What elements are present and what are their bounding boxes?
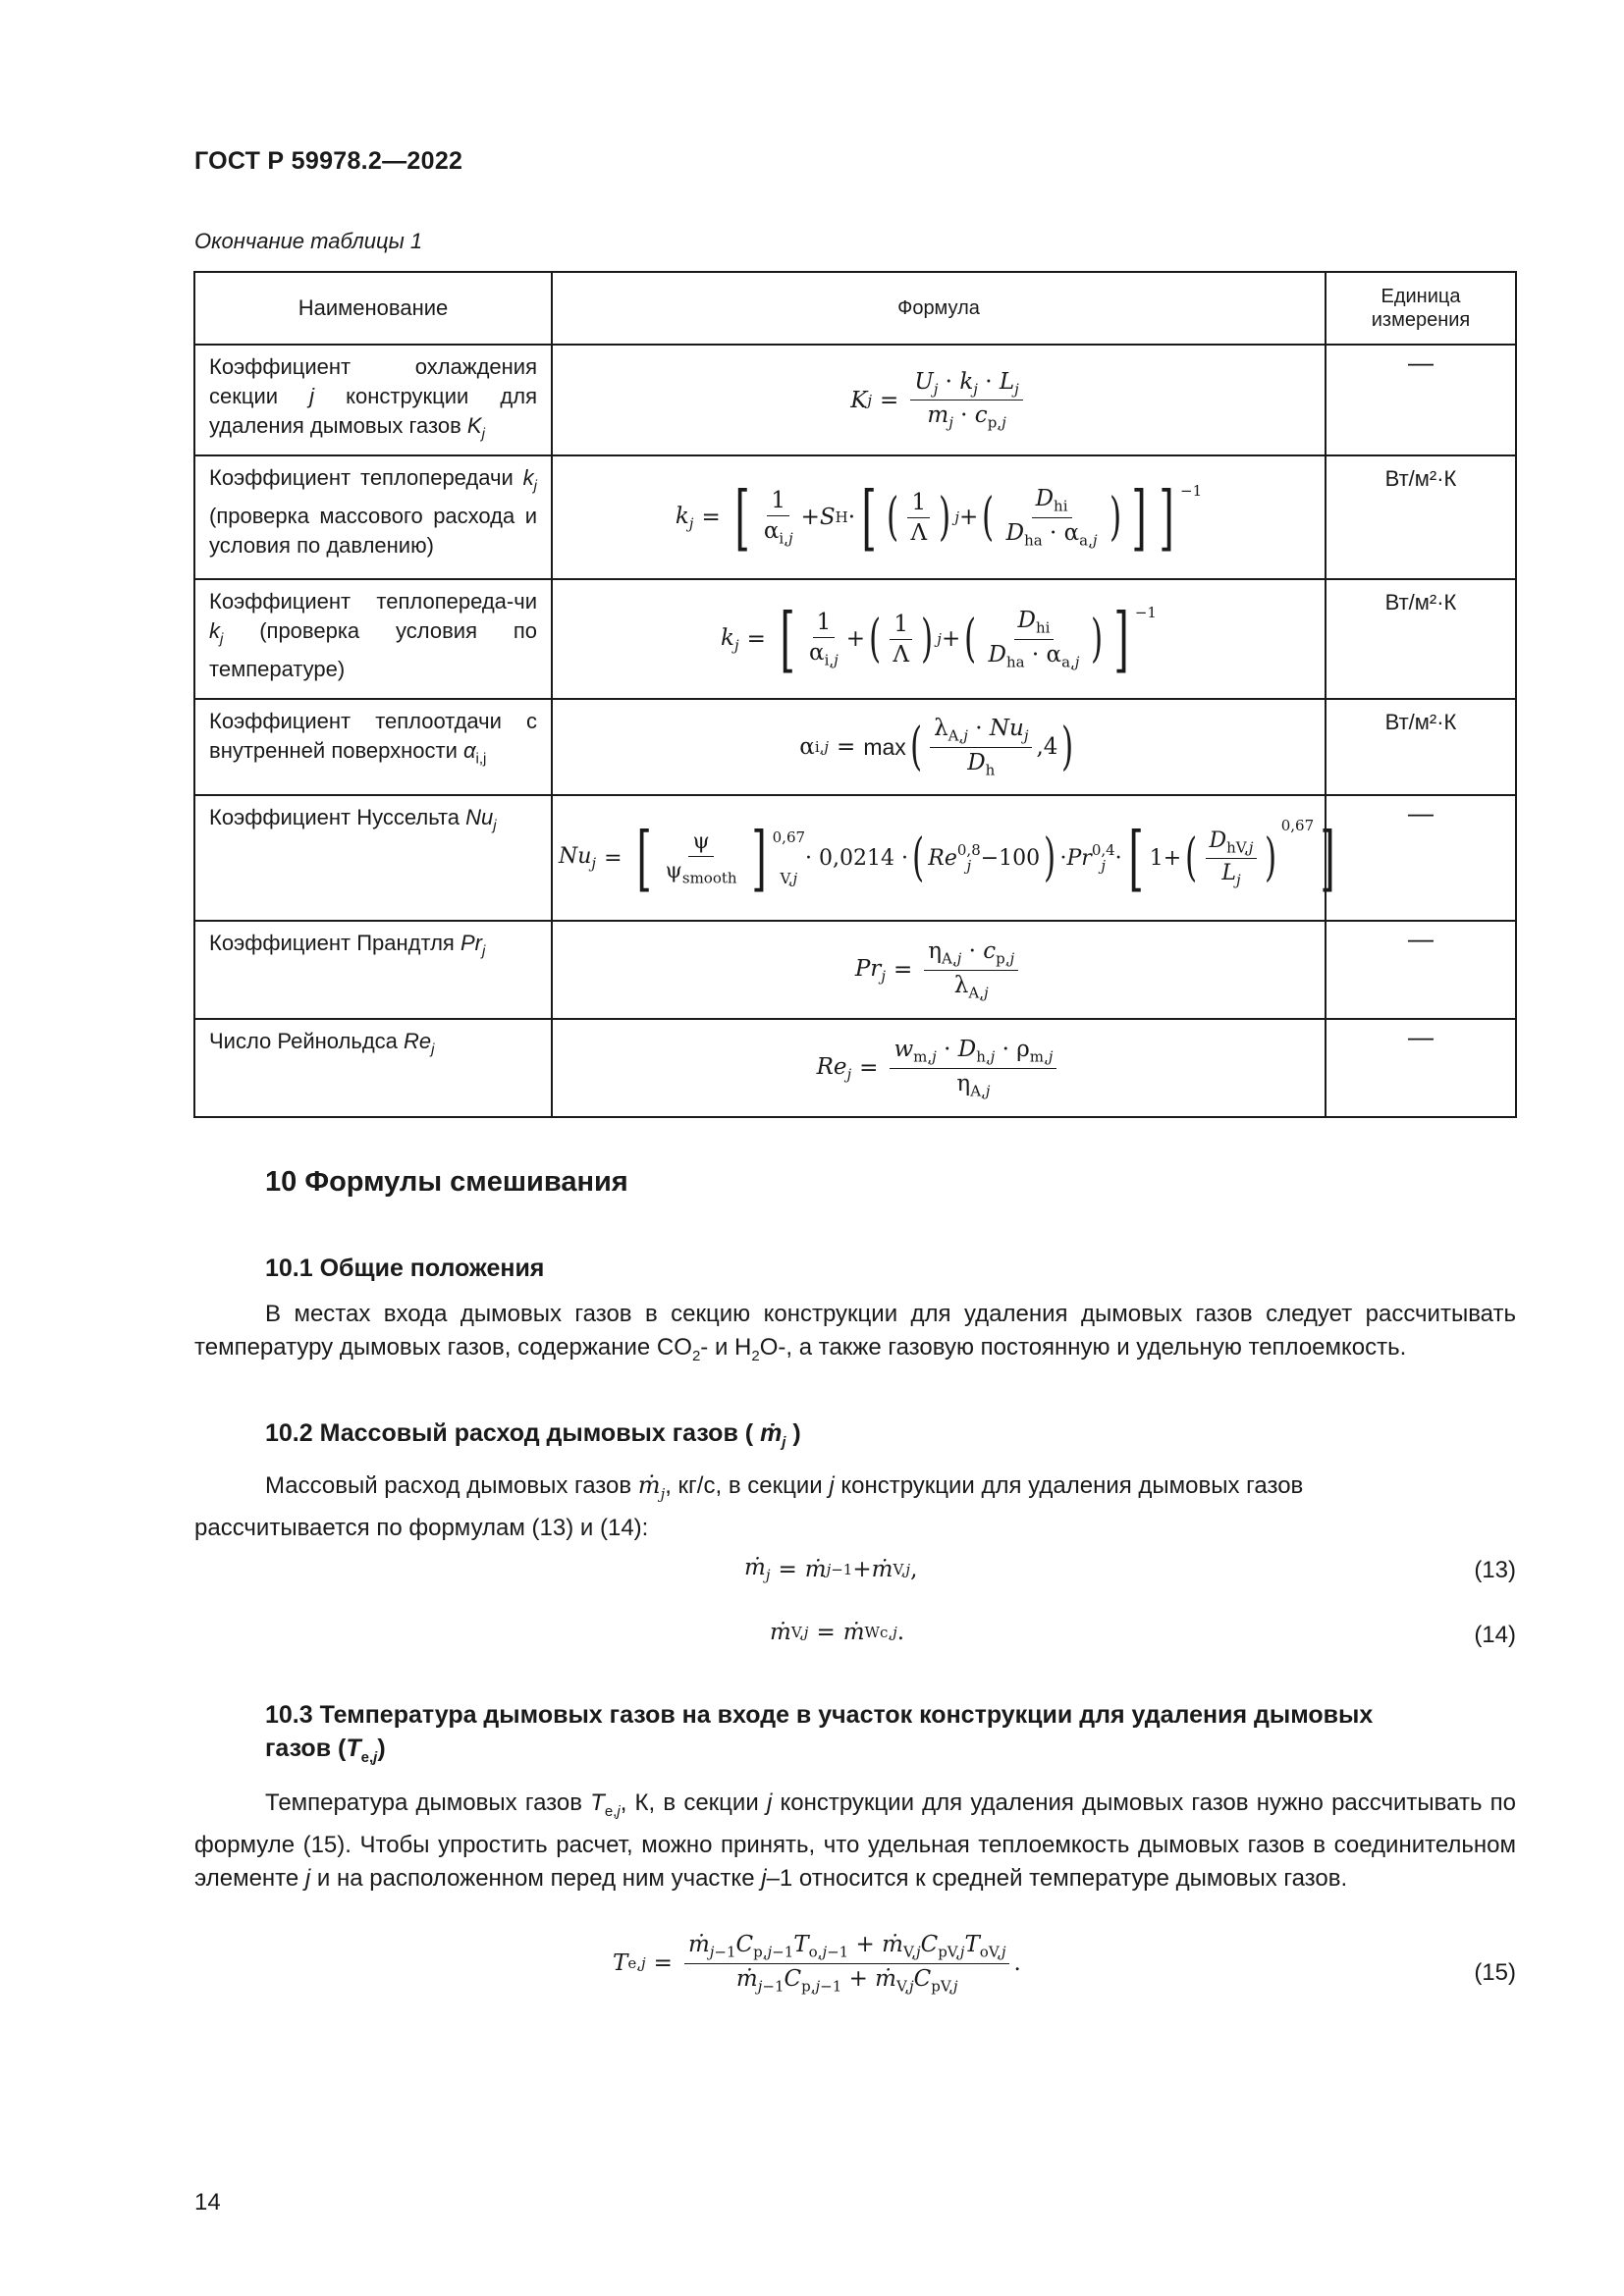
document-header: ГОСТ Р 59978.2—2022 [194, 147, 463, 175]
table-row [194, 345, 1516, 455]
table-row [194, 921, 1516, 1019]
column-header-unit [1326, 272, 1516, 345]
subsection-heading: 10.3 Температура дымовых газов на входе в участок конструкции для удаления дымовых газов $(T_{e,j})$ [265, 1701, 1374, 1766]
row-name-cell: Коэффициент охлаждения секции j конструкции для удаления дымовых газов $K_j$ [194, 345, 552, 455]
equation-number: (15) [1474, 1959, 1516, 1986]
row-name-cell: Коэффициент теплопередачи $k_j$ (проверка массового расхода и условия по давлению) [194, 455, 552, 579]
equation-15: T e,j = $\frac{ṁ_{j-1}C_{p,j-1}T_{o,j-1} + ṁ_{V,j}C_{pV,j}T_{oV,j}}{ṁ_{j-1}C_{p,j-1} + ṁ_{V,j}C_{pV,j}}$ . (15) [613, 1932, 1516, 1996]
column-header-formula: Формула [552, 272, 1326, 345]
section-heading: 10 Формулы смешивания [265, 1166, 628, 1198]
paragraph: рассчитывается по формулам (13) и (14): [194, 1515, 649, 1541]
unit-header-label: Единица измерения [1371, 286, 1471, 331]
equation-number: (14) [1474, 1622, 1516, 1648]
paragraph: Температура дымовых газов $T_{e,j}$, К, в секции j конструкции для удаления дымовых газов нужно рассчитывать по формуле (15). Чтобы упростить расчет, можно принять, что удельная теплоемкость дымовых газов в соединительном элементе j и на расположенном перед ним участке j–1 относится к средней температуре дымовых газов. [194, 1789, 1516, 1892]
subsection-heading: 10.1 Общие положения [265, 1255, 545, 1282]
unit-cell: Вт/м²·К [1326, 699, 1516, 795]
formula-reynolds: $Re_j$ = $\frac{w_{m,j} \cdot D_{h,j} \cdot \rho_{m,j}}{\eta_{A,j}}$ [552, 1019, 1326, 1117]
table-row [194, 795, 1516, 921]
unit-cell: — [1326, 1019, 1516, 1117]
row-name-cell: Коэффициент теплопереда-чи $k_j$ (проверка условия по температуре) [194, 579, 552, 699]
row-name-cell: Коэффициент теплоотдачи с внутренней поверхности $\alpha_{i,j}$ [194, 699, 552, 795]
table-row [194, 699, 1516, 795]
table-header-row [194, 272, 1516, 345]
unit-cell: — [1326, 795, 1516, 921]
subsection-heading: 10.2 Массовый расход дымовых газов ( ṁ$_j$ ) [265, 1419, 801, 1451]
equation-13: ṁ$_j$ = ṁ j−1 + ṁ V,j , (13) [744, 1555, 1516, 1584]
unit-cell: — [1326, 921, 1516, 1019]
unit-cell: Вт/м²·К [1326, 579, 1516, 699]
row-name-cell: Число Рейнольдса $Re_j$ [194, 1019, 552, 1117]
formula-prandtl: $Pr_j$ = $\frac{\eta_{A,j} \cdot c_{p,j}}{\lambda_{A,j}}$ [552, 921, 1326, 1019]
table-row [194, 579, 1516, 699]
formula-nusselt: $Nu_j$ = [ $\frac{\psi}{\psi_{smooth}}$ ] 0,67 V,j · 0,0214 · ( Re 0,8 j −100 ) · Pr 0,4 j · [ 1+ ( $\frac{D_{hV,j}}{L_j}$ ) $^{0,67}$ ] [552, 795, 1326, 921]
equation-14: ṁ V,j = ṁ Wc,j . (14) [770, 1620, 1516, 1648]
unit-cell: Вт/м²·К [1326, 455, 1516, 579]
equation-number: (13) [1474, 1557, 1516, 1583]
table-row [194, 1019, 1516, 1117]
row-name-cell: Коэффициент Прандтля $Pr_j$ [194, 921, 552, 1019]
formula-table [193, 271, 1517, 1118]
paragraph: Массовый расход дымовых газов ṁ$_j$, кг/с, в секции j конструкции для удаления дымовых газов [265, 1471, 1304, 1503]
row-name-cell: Коэффициент Нуссельта $Nu_j$ [194, 795, 552, 921]
table-caption: Окончание таблицы 1 [194, 229, 423, 253]
formula-heat-transfer-temperature: $k_j$ = [ $\frac{1}{\alpha_{i,j}}$ + ( $\frac{1}{\Lambda}$ ) j + ( $\frac{D_{hi}}{D_{ha} \cdot \alpha_{a,j}}$ ) ] $^{-1}$ [552, 579, 1326, 699]
table-row [194, 455, 1516, 579]
page-number: 14 [194, 2189, 221, 2216]
formula-inner-surface-coefficient: α i,j = max ( $\frac{\lambda_{A,j} \cdot Nu_j}{D_h}$ ,4 ) [552, 699, 1326, 795]
unit-cell: — [1326, 345, 1516, 455]
formula-cooling-coefficient: K j = $\frac{U_j \cdot k_j \cdot L_j}{m_j \cdot c_{p,j}}$ [552, 345, 1326, 455]
paragraph: В местах входа дымовых газов в секцию конструкции для удаления дымовых газов следует рассчитывать температуру дымовых газов, содержание $CO_2-$ и $H_2O-$, а также газовую постоянную и удельную теплоемкость. [194, 1301, 1516, 1364]
formula-heat-transfer-mass: $k_j$ = [ $\frac{1}{\alpha_{i,j}}$ + S H · [ ( $\frac{1}{\Lambda}$ ) j + ( $\frac{D_{hi}}{D_{ha} \cdot \alpha_{a,j}}$ ) ] ] $^{-1}$ [552, 455, 1326, 579]
column-header-name: Наименование [194, 272, 552, 345]
